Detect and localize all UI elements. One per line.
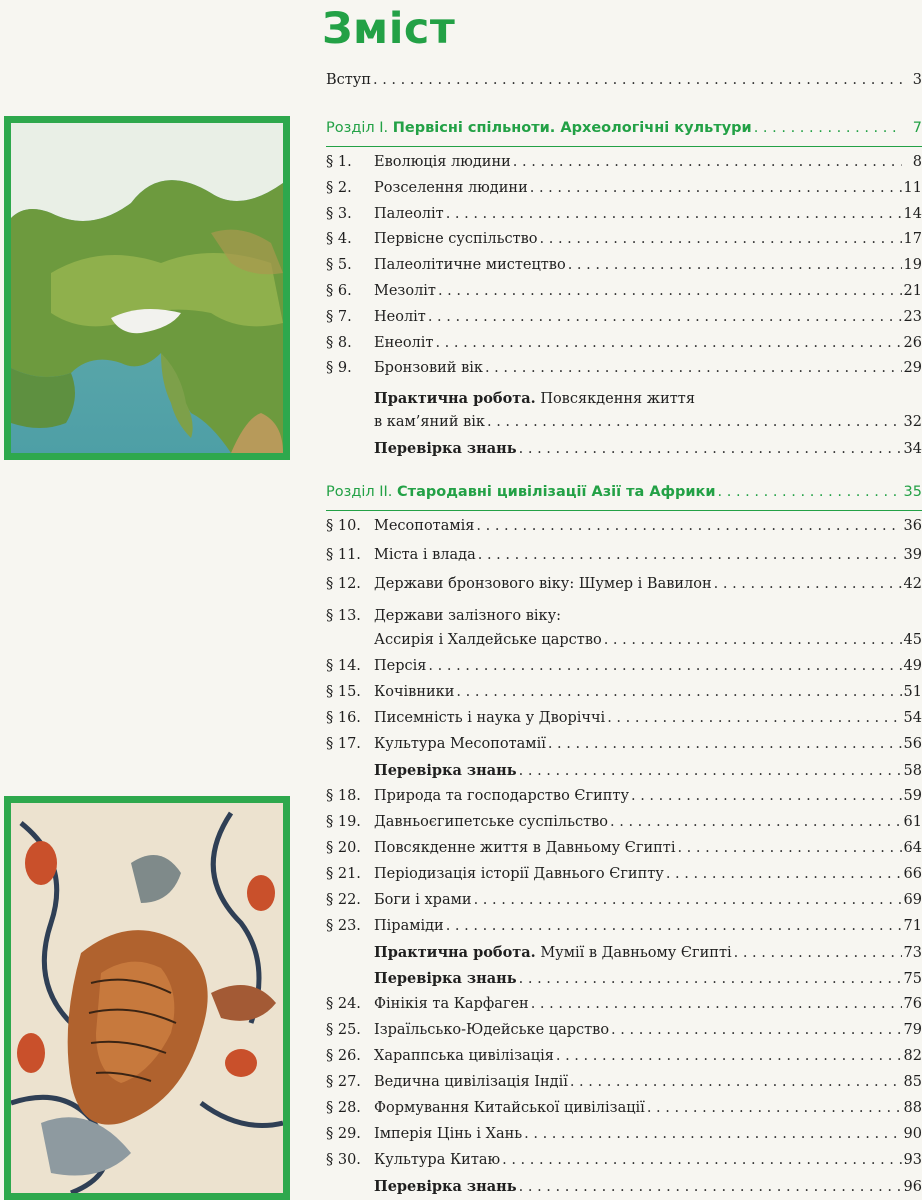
item-title: Неоліт <box>374 308 426 325</box>
item-number: § 30. <box>326 1152 361 1168</box>
toc-item[interactable] <box>326 996 922 1018</box>
item-title: Палеоліт <box>374 205 444 222</box>
europe-map-image <box>4 116 290 460</box>
dot-leader <box>666 866 902 882</box>
dot-leader <box>568 257 902 273</box>
item-number: § 7. <box>326 308 352 325</box>
dot-leader <box>570 1074 902 1090</box>
toc-item[interactable] <box>326 335 922 357</box>
dot-leader <box>610 814 902 830</box>
toc-practical-1-line1[interactable]: Практична робота. Повсякдення життя <box>374 390 695 407</box>
item-number: § 1. <box>326 154 352 170</box>
item-title: Міста і влада <box>374 547 476 563</box>
item-page: 88 <box>903 1100 922 1116</box>
item-page: 49 <box>903 658 922 674</box>
item-number: § 15. <box>326 684 361 700</box>
item-page: 42 <box>903 576 922 592</box>
item-page: 56 <box>903 736 922 752</box>
item-page: 71 <box>903 918 922 934</box>
toc-item[interactable] <box>326 180 922 202</box>
section-2-heading[interactable]: Розділ II. Стародавні цивілізації Азії та Африки . . . 35 <box>326 484 922 506</box>
item-title: Еволюція людини <box>374 154 511 170</box>
toc-item[interactable] <box>326 1074 922 1096</box>
item-title: Давньоєгипетське суспільство <box>374 814 609 830</box>
toc-item[interactable] <box>326 814 922 836</box>
item-title: Держави бронзового віку: Шумер і Вавилон <box>374 576 712 592</box>
item-page: 90 <box>903 1126 922 1142</box>
item-number: § 28. <box>326 1100 361 1116</box>
item-page: 19 <box>903 257 922 274</box>
dot-leader <box>428 658 901 674</box>
item-title: Ведична цивілізація Індії <box>374 1074 568 1090</box>
item-number: § 21. <box>326 866 361 882</box>
toc-intro[interactable]: Вступ . . . 3 <box>326 72 922 94</box>
item-title: Культура Китаю <box>374 1152 501 1168</box>
item-page: 54 <box>903 710 922 726</box>
toc-item[interactable] <box>326 283 922 305</box>
dot-leader <box>718 484 902 500</box>
toc-item[interactable] <box>326 360 922 382</box>
item-number: § 27. <box>326 1074 361 1090</box>
dot-leader <box>435 335 901 351</box>
item-number: § 11. <box>326 547 361 563</box>
dot-leader <box>611 1022 902 1038</box>
dot-leader <box>487 414 902 430</box>
dot-leader <box>446 206 902 222</box>
item-number: § 9. <box>326 360 352 377</box>
toc-item[interactable] <box>326 206 922 228</box>
toc-check-2[interactable]: Перевірка знань . . . 58 <box>326 762 922 784</box>
dot-leader <box>502 1152 901 1168</box>
dot-leader <box>438 283 902 299</box>
item-number: § 10. <box>326 518 361 534</box>
item-title: Природа та господарство Єгипту <box>374 788 629 804</box>
item-number: § 12. <box>326 576 361 592</box>
toc-check-4[interactable]: Перевірка знань . . . 96 <box>326 1178 922 1200</box>
item-title: Персія <box>374 658 427 674</box>
dot-leader <box>519 1179 902 1195</box>
item-title: Формування Китайської цивілізації <box>374 1100 645 1116</box>
toc-item[interactable] <box>326 309 922 331</box>
item-page: 39 <box>903 547 922 563</box>
item-title: Хараппська цивілізація <box>374 1048 554 1064</box>
toc-item[interactable] <box>326 788 922 810</box>
item-page: 36 <box>903 518 922 534</box>
toc-item[interactable] <box>326 710 922 732</box>
item-title: Первісне суспільство <box>374 231 538 248</box>
item-title: Месопотамія <box>374 518 475 534</box>
egyptian-fresco-image <box>4 796 290 1200</box>
dot-leader <box>519 971 902 987</box>
section-divider <box>326 510 922 511</box>
dot-leader <box>519 763 902 779</box>
toc-item[interactable] <box>326 1152 922 1174</box>
item-number: § 25. <box>326 1022 361 1038</box>
item-number: § 23. <box>326 918 361 934</box>
toc-item[interactable] <box>326 1126 922 1148</box>
item-page: 17 <box>903 231 922 248</box>
dot-leader <box>478 547 902 563</box>
dot-leader <box>474 892 902 908</box>
item-page: 14 <box>903 205 922 222</box>
item-page: 11 <box>903 179 922 196</box>
toc-item[interactable] <box>326 154 922 176</box>
item-page: 82 <box>903 1048 922 1064</box>
item-page: 66 <box>903 866 922 882</box>
toc-item[interactable] <box>326 1022 922 1044</box>
item-page: 23 <box>903 308 922 325</box>
dot-leader <box>607 710 901 726</box>
item-page: 76 <box>903 996 922 1012</box>
toc-item[interactable] <box>326 547 922 569</box>
dot-leader <box>556 1048 902 1064</box>
dot-leader <box>373 72 902 88</box>
item-number: § 24. <box>326 996 361 1012</box>
item-number: § 5. <box>326 257 352 274</box>
dot-leader <box>631 788 902 804</box>
item-title: Періодизація історії Давнього Єгипту <box>374 866 664 882</box>
toc-item[interactable] <box>326 840 922 862</box>
toc-item[interactable] <box>326 892 922 914</box>
dot-leader <box>428 309 902 325</box>
item-title: Розселення людини <box>374 179 528 196</box>
item-number: § 14. <box>326 658 361 674</box>
item-number: § 18. <box>326 788 361 804</box>
dot-leader <box>476 518 901 534</box>
toc-check-3[interactable]: Перевірка знань . . . 75 <box>326 970 922 992</box>
item-number: § 2. <box>326 179 352 196</box>
item-number: § 16. <box>326 710 361 726</box>
item-page: 59 <box>903 788 922 804</box>
toc-item[interactable] <box>326 866 922 888</box>
item-title: Імперія Цінь і Хань <box>374 1126 523 1142</box>
item-page: 26 <box>903 334 922 351</box>
item-title: Повсякденне життя в Давньому Єгипті <box>374 840 676 856</box>
item-page: 8 <box>912 154 922 170</box>
item-number: § 20. <box>326 840 361 856</box>
item-page: 69 <box>903 892 922 908</box>
dot-leader <box>513 154 902 170</box>
toc-item[interactable] <box>326 1048 922 1070</box>
section-divider <box>326 146 922 147</box>
toc-item[interactable] <box>326 736 922 758</box>
dot-leader <box>485 360 902 376</box>
dot-leader <box>530 180 902 196</box>
item-title: Боги і храми <box>374 892 472 908</box>
dot-leader <box>734 945 902 961</box>
dot-leader <box>456 684 901 700</box>
item-number: § 4. <box>326 231 352 248</box>
dot-leader <box>604 632 902 648</box>
item-page: 61 <box>903 814 922 830</box>
item-page: 93 <box>903 1152 922 1168</box>
item-number: § 17. <box>326 736 361 752</box>
item-title: Бронзовий вік <box>374 360 483 377</box>
toc-item[interactable] <box>326 658 922 680</box>
toc-item[interactable] <box>326 231 922 253</box>
dot-leader <box>548 736 902 752</box>
toc-item[interactable] <box>326 576 922 598</box>
item-page: 21 <box>903 283 922 299</box>
dot-leader <box>540 231 902 247</box>
item-number: § 6. <box>326 283 352 299</box>
toc-practical-1-line2[interactable]: в кам’яний вік . . . 32 <box>326 414 922 436</box>
toc-item[interactable] <box>326 518 922 540</box>
toc-item[interactable] <box>326 257 922 279</box>
toc-item[interactable] <box>326 684 922 706</box>
item-number: § 26. <box>326 1048 361 1064</box>
dot-leader <box>519 441 902 457</box>
item-title: Культура Месопотамії <box>374 736 546 752</box>
item-page: 64 <box>903 840 922 856</box>
item-title: Фінікія та Карфаген <box>374 996 529 1012</box>
toc-item[interactable] <box>326 1100 922 1122</box>
toc-item-13-line2[interactable]: Ассирія і Халдейське царство . . . 45 <box>326 632 922 654</box>
item-number: § 8. <box>326 334 352 351</box>
toc-item[interactable] <box>326 918 922 940</box>
page-title: Зміст <box>322 4 456 54</box>
item-title: Палеолітичне мистецтво <box>374 257 566 274</box>
toc-practical-2[interactable]: Практична робота. Мумії в Давньому Єгипті . . . 73 <box>326 944 922 966</box>
dot-leader <box>754 120 902 136</box>
item-number: § 22. <box>326 892 361 908</box>
item-title: Енеоліт <box>374 334 434 351</box>
item-page: 85 <box>903 1074 922 1090</box>
item-number: § 19. <box>326 814 361 830</box>
section-1-heading[interactable]: Розділ I. Первісні спільноти. Археологічні культури . . . 7 <box>326 120 922 142</box>
dot-leader <box>446 918 902 934</box>
item-title: Кочівники <box>374 684 455 700</box>
item-title: Ізраїльсько-Юдейське царство <box>374 1022 610 1038</box>
item-title: Писемність і наука у Дворіччі <box>374 710 606 726</box>
item-page: 51 <box>903 684 922 700</box>
item-page: 79 <box>903 1022 922 1038</box>
dot-leader <box>677 840 901 856</box>
toc-item-13-line1[interactable]: § 13. Держави залізного віку: <box>326 608 561 624</box>
item-title: Піраміди <box>374 918 444 934</box>
dot-leader <box>714 576 902 592</box>
item-number: § 29. <box>326 1126 361 1142</box>
toc-check-1[interactable]: Перевірка знань . . . 34 <box>326 440 922 462</box>
item-title: Мезоліт <box>374 283 436 299</box>
dot-leader <box>647 1100 902 1116</box>
dot-leader <box>524 1126 901 1142</box>
dot-leader <box>531 996 902 1012</box>
item-number: § 3. <box>326 205 352 222</box>
item-page: 29 <box>903 360 922 377</box>
